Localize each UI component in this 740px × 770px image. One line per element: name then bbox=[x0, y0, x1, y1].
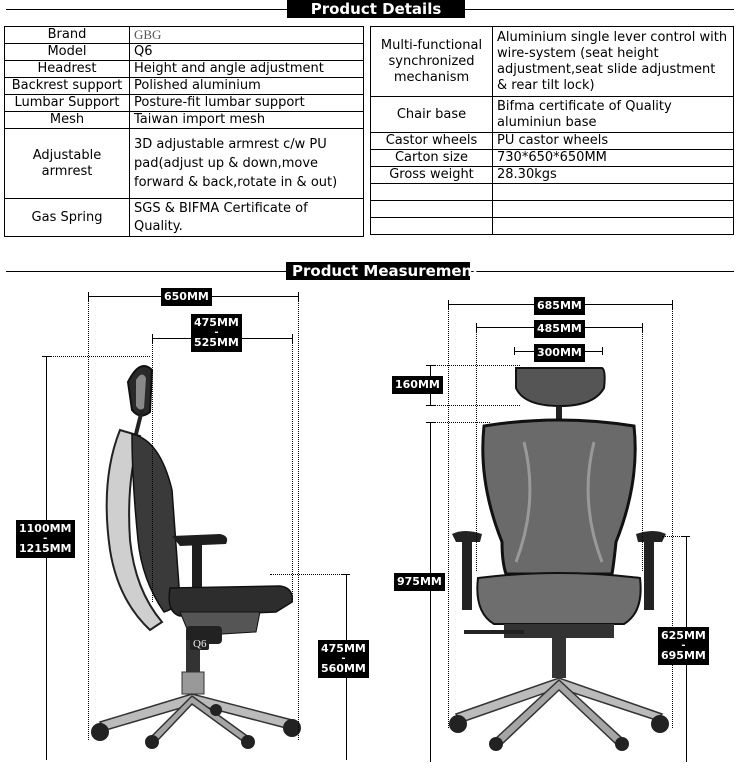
table-row bbox=[371, 201, 734, 218]
extension-line bbox=[434, 405, 520, 406]
dim-tick bbox=[514, 347, 515, 355]
dim-tick bbox=[42, 356, 50, 357]
dim-tick bbox=[152, 334, 153, 342]
spec-value: Polished aluminium bbox=[130, 78, 364, 95]
table-row bbox=[371, 133, 734, 150]
dim-tick bbox=[448, 300, 449, 308]
spec-value: SGS & BIFMA Certificate of Quality. bbox=[130, 199, 364, 237]
chair-model-badge: Q6 bbox=[190, 638, 209, 650]
value-min: 475MM bbox=[321, 642, 366, 655]
label-front-back-height: 975MM bbox=[394, 573, 445, 591]
spec-key: Adjustable armrest bbox=[5, 129, 130, 199]
table-row bbox=[5, 44, 364, 61]
extension-line bbox=[662, 536, 686, 537]
spec-key: Brand bbox=[5, 27, 130, 44]
value-max: 695MM bbox=[661, 649, 706, 662]
table-row bbox=[5, 112, 364, 129]
spec-key: Gas Spring bbox=[5, 199, 130, 237]
spec-key: Castor wheels bbox=[371, 133, 493, 150]
table-row bbox=[5, 78, 364, 95]
value-min: 1100MM bbox=[19, 522, 72, 535]
value-max: 1215MM bbox=[19, 542, 72, 555]
spec-key: Carton size bbox=[371, 150, 493, 167]
spec-key-empty bbox=[371, 218, 493, 235]
extension-line bbox=[50, 356, 150, 357]
spec-key: Headrest bbox=[5, 61, 130, 78]
table-row bbox=[5, 199, 364, 237]
dim-tick bbox=[642, 323, 643, 331]
side-view-chair-illustration bbox=[80, 350, 320, 750]
dim-tick bbox=[88, 292, 89, 300]
label-side-overall-height bbox=[16, 520, 75, 558]
label-side-seat-height bbox=[318, 640, 369, 678]
value-max: 560MM bbox=[321, 662, 366, 675]
spec-value: Q6 bbox=[130, 44, 364, 61]
extension-line bbox=[270, 574, 350, 575]
table-row bbox=[5, 95, 364, 112]
dim-line bbox=[430, 422, 431, 762]
table-row bbox=[371, 97, 734, 133]
spec-key: Model bbox=[5, 44, 130, 61]
table-row bbox=[371, 184, 734, 201]
dim-tick bbox=[476, 323, 477, 331]
section-title-details: Product Details bbox=[287, 0, 465, 18]
value-min: 625MM bbox=[661, 629, 706, 642]
right-spec-table bbox=[370, 26, 734, 235]
label-front-armrest-height bbox=[658, 627, 709, 665]
extension-line bbox=[448, 308, 449, 728]
label-side-seat-depth bbox=[191, 314, 242, 352]
spec-key: Gross weight bbox=[371, 167, 493, 184]
label-front-width: 685MM bbox=[534, 297, 585, 315]
label-front-seat-width: 485MM bbox=[534, 320, 585, 338]
left-spec-table bbox=[4, 26, 364, 237]
value-min: 475MM bbox=[194, 316, 239, 329]
spec-value: Height and angle adjustment bbox=[130, 61, 364, 78]
dim-tick bbox=[602, 347, 603, 355]
extension-line bbox=[292, 342, 293, 602]
dim-tick bbox=[426, 422, 434, 423]
section-title-measurement: Product Measurement bbox=[286, 262, 470, 280]
front-view-chair-illustration bbox=[444, 362, 684, 752]
spec-value-empty bbox=[493, 184, 734, 201]
spec-value: 3D adjustable armrest c/w PU pad(adjust up & down,move forward & back,rotate in & out) bbox=[130, 129, 364, 199]
spec-value: 730*650*650MM bbox=[493, 150, 734, 167]
spec-key: Lumbar Support bbox=[5, 95, 130, 112]
spec-key: Multi-functional synchronized mechanism bbox=[371, 27, 493, 97]
dim-tick bbox=[292, 334, 293, 342]
extension-line bbox=[298, 300, 299, 740]
table-row bbox=[5, 61, 364, 78]
spec-key: Mesh bbox=[5, 112, 130, 129]
value-max: 525MM bbox=[194, 336, 239, 349]
label-front-headrest-height: 160MM bbox=[392, 376, 443, 394]
spec-value: Posture-fit lumbar support bbox=[130, 95, 364, 112]
table-row bbox=[371, 27, 734, 97]
spec-value: PU castor wheels bbox=[493, 133, 734, 150]
spec-key: Backrest support bbox=[5, 78, 130, 95]
label-side-depth: 650MM bbox=[161, 288, 212, 306]
extension-line bbox=[642, 331, 643, 571]
extension-line bbox=[476, 331, 477, 571]
spec-value: Taiwan import mesh bbox=[130, 112, 364, 129]
dim-line bbox=[46, 356, 47, 760]
table-row bbox=[371, 150, 734, 167]
table-row bbox=[371, 218, 734, 235]
range-separator: - bbox=[681, 640, 686, 651]
spec-value: Bifma certificate of Quality aluminiun base bbox=[493, 97, 734, 133]
table-row bbox=[371, 167, 734, 184]
spec-value: Aluminium single lever control with wire-system (seat height adjustment,seat slide adjustment & rear tilt lock) bbox=[493, 27, 734, 97]
dim-tick bbox=[426, 365, 434, 366]
spec-value-empty bbox=[493, 201, 734, 218]
label-front-headrest-width: 300MM bbox=[534, 344, 585, 362]
dim-tick bbox=[298, 292, 299, 300]
dim-tick bbox=[426, 405, 434, 406]
spec-key-empty bbox=[371, 184, 493, 201]
spec-key-empty bbox=[371, 201, 493, 218]
range-separator: - bbox=[43, 533, 48, 544]
extension-line bbox=[434, 365, 520, 366]
extension-line bbox=[152, 342, 153, 602]
spec-value-empty bbox=[493, 218, 734, 235]
table-row bbox=[5, 129, 364, 199]
range-separator: - bbox=[214, 327, 219, 338]
spec-value: 28.30kgs bbox=[493, 167, 734, 184]
spec-key: Chair base bbox=[371, 97, 493, 133]
spec-value-brand: GBG bbox=[130, 27, 364, 44]
range-separator: - bbox=[341, 653, 346, 664]
extension-line bbox=[88, 300, 89, 740]
table-row bbox=[5, 27, 364, 44]
extension-line bbox=[434, 422, 490, 423]
extension-line bbox=[672, 308, 673, 728]
dim-tick bbox=[672, 300, 673, 308]
